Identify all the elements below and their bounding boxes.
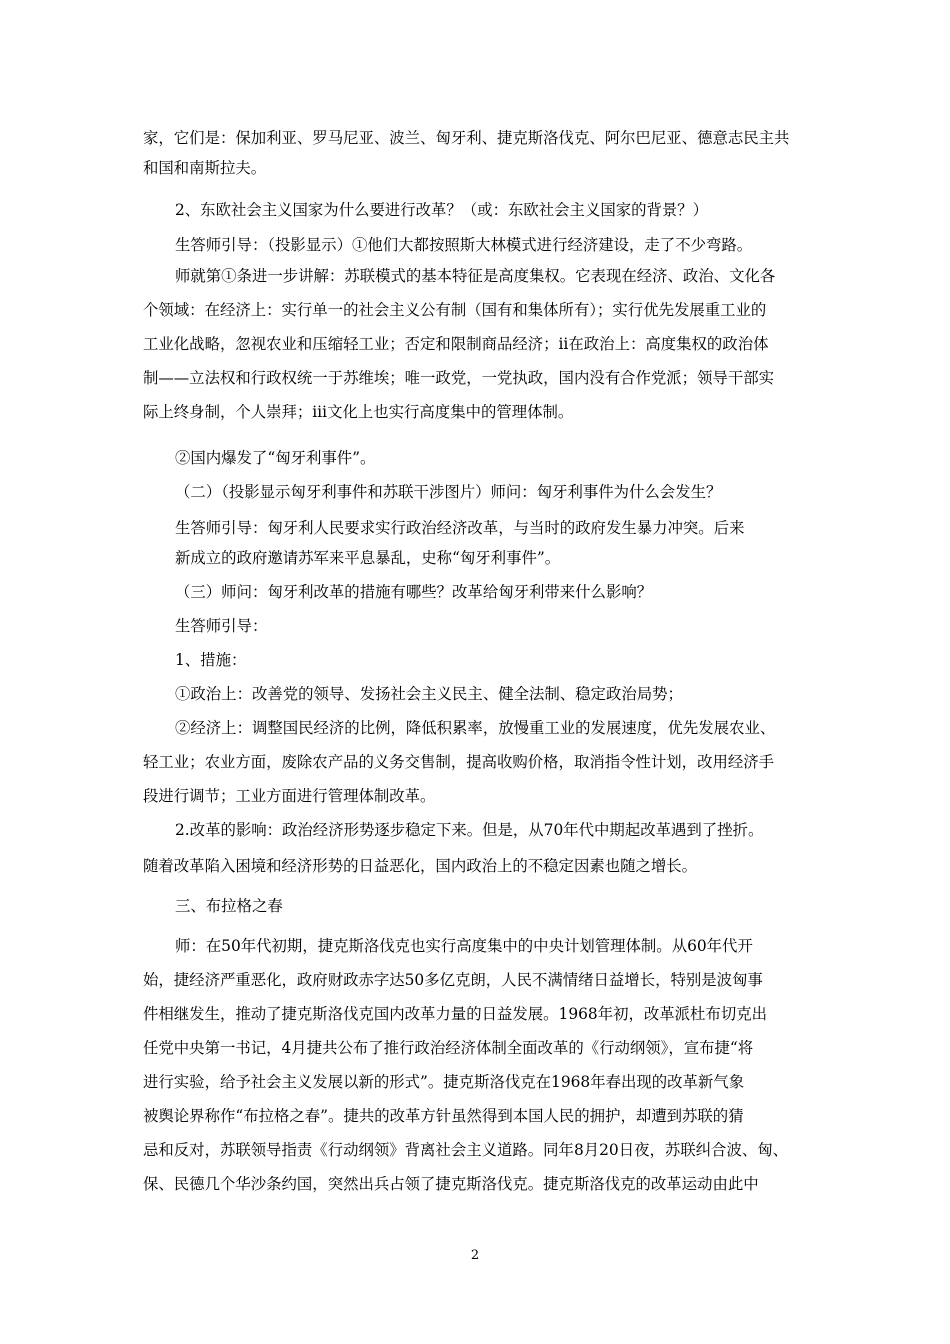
paragraph-line: 师就第①条进一步讲解：苏联模式的基本特征是高度集权。它表现在经济、政治、文化各 — [175, 267, 776, 285]
paragraph-line: ②经济上：调整国民经济的比例，降低积累率，放慢重工业的发展速度，优先发展农业、 — [175, 719, 776, 737]
paragraph-line: 1、措施： — [175, 651, 247, 669]
paragraph-line: 际上终身制，个人崇拜；ⅲ文化上也实行高度集中的管理体制。 — [143, 403, 574, 421]
paragraph-line: 师：在50年代初期，捷克斯洛伐克也实行高度集中的中央计划管理体制。从60年代开 — [175, 937, 753, 955]
paragraph-line: 2.改革的影响：政治经济形势逐步稳定下来。但是，从70年代中期起改革遇到了挫折。 — [175, 821, 764, 839]
paragraph-line: 忌和反对，苏联领导指责《行动纲领》背离社会主义道路。同年8月20日夜，苏联纠合波、匈、 — [143, 1141, 789, 1159]
paragraph-line: （二）（投影显示匈牙利事件和苏联干涉图片）师问：匈牙利事件为什么会发生？ — [175, 483, 722, 501]
paragraph-line: 随着改革陷入困境和经济形势的日益恶化，国内政治上的不稳定因素也随之增长。 — [143, 857, 698, 875]
paragraph-line: 进行实验，给予社会主义发展以新的形式”。捷克斯洛伐克在1968年春出现的改革新气象 — [143, 1073, 745, 1091]
paragraph-line: 件相继发生，推动了捷克斯洛伐克国内改革力量的日益发展。1968年初，改革派杜布切克出 — [143, 1005, 768, 1023]
page-number: 2 — [470, 1248, 480, 1263]
paragraph-line: 生答师引导： — [175, 617, 268, 635]
paragraph-line: ①政治上：改善党的领导、发扬社会主义民主、健全法制、稳定政治局势； — [175, 685, 683, 703]
paragraph-line: 家，它们是：保加利亚、罗马尼亚、波兰、匈牙利、捷克斯洛伐克、阿尔巴尼亚、德意志民主共 — [143, 129, 790, 147]
paragraph-line: 轻工业；农业方面，废除农产品的义务交售制，提高收购价格，取消指令性计划，改用经济手 — [143, 753, 775, 771]
paragraph-line: （三）师问：匈牙利改革的措施有哪些？改革给匈牙利带来什么影响？ — [175, 583, 653, 601]
paragraph-line: 工业化战略，忽视农业和压缩轻工业；否定和限制商品经济；ⅱ在政治上：高度集权的政治体 — [143, 335, 769, 353]
paragraph-line: ②国内爆发了“匈牙利事件”。 — [175, 449, 376, 467]
paragraph-line: 和国和南斯拉夫。 — [143, 159, 267, 177]
paragraph-line: 制——立法权和行政权统一于苏维埃；唯一政党，一党执政，国内没有合作党派；领导干部实 — [143, 369, 775, 387]
paragraph-line: 段进行调节；工业方面进行管理体制改革。 — [143, 787, 436, 805]
paragraph-line: 任党中央第一书记，4月捷共公布了推行政治经济体制全面改革的《行动纲领》，宣布捷“将 — [143, 1039, 754, 1057]
paragraph-line: 保、民德几个华沙条约国，突然出兵占领了捷克斯洛伐克。捷克斯洛伐克的改革运动由此中 — [143, 1175, 759, 1193]
paragraph-line: 2、东欧社会主义国家为什么要进行改革？（或：东欧社会主义国家的背景？） — [175, 201, 709, 219]
paragraph-line: 个领域：在经济上：实行单一的社会主义公有制（国有和集体所有）；实行优先发展重工业的 — [143, 301, 767, 319]
paragraph-line: 始，捷经济严重恶化，政府财政赤字达50多亿克朗，人民不满情绪日益增长，特别是波匈事 — [143, 971, 763, 989]
paragraph-line: 新成立的政府邀请苏军来平息暴乱，史称“匈牙利事件”。 — [175, 549, 561, 567]
paragraph-line: 三、布拉格之春 — [175, 897, 283, 915]
paragraph-line: 生答师引导：（投影显示）①他们大都按照斯大林模式进行经济建设，走了不少弯路。 — [175, 236, 753, 254]
paragraph-line: 生答师引导：匈牙利人民要求实行政治经济改革，与当时的政府发生暴力冲突。后来 — [175, 519, 745, 537]
paragraph-line: 被舆论界称作“布拉格之春”。捷共的改革方针虽然得到本国人民的拥护，却遭到苏联的猜 — [143, 1107, 744, 1125]
